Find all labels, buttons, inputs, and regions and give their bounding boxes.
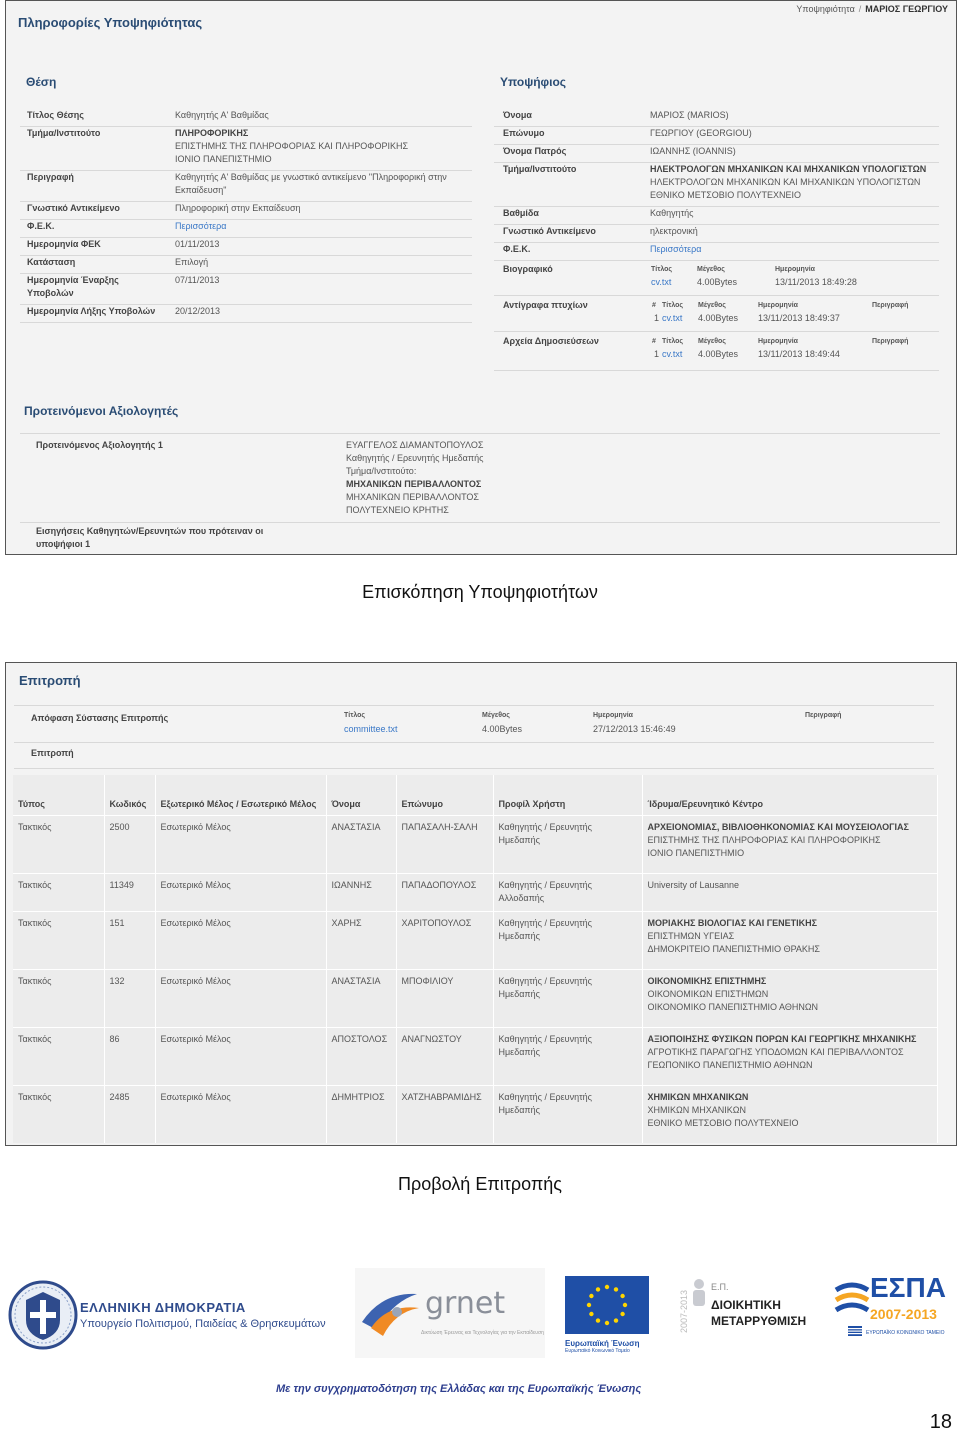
eu-star-icon <box>587 1303 591 1307</box>
eu-logo <box>565 1276 651 1356</box>
degrees-label: Αντίγραφα πτυχίων <box>503 300 588 310</box>
table-header-row <box>13 775 938 815</box>
detail-row <box>20 109 472 127</box>
institution-line: ΕΘΝΙΚΟ ΜΕΤΣΟΒΙΟ ΠΟΛΥΤΕΧΝΕΙΟ <box>647 1117 799 1128</box>
detail-row <box>494 109 939 127</box>
eu-star-icon <box>589 1312 593 1316</box>
detail-value <box>650 243 702 256</box>
detail-value-line: ΗΛΕΚΤΡΟΛΟΓΩΝ ΜΗΧΑΝΙΚΩΝ ΚΑΙ ΜΗΧΑΝΙΚΩΝ ΥΠΟΛΟΓΙΣΤΩΝ <box>650 177 921 187</box>
detail-row <box>20 202 472 220</box>
committee-file-link[interactable]: committee.txt <box>344 724 398 734</box>
institution-line: ΙΟΝΙΟ ΠΑΝΕΠΙΣΤΗΜΙΟ <box>647 847 745 858</box>
grnet-subtitle: Δικτύωση Έρευνας και Τεχνολογίας για την Εκπαίδευση <box>421 1330 544 1336</box>
eu-star-icon <box>589 1294 593 1298</box>
sponsor-logos <box>0 1260 960 1420</box>
table-row <box>13 873 938 911</box>
col-header: Μέγεθος <box>698 302 726 309</box>
cell-institution <box>642 1085 938 1143</box>
row-number: 1 <box>654 313 660 323</box>
detail-label: Γνωστικό Αντικείμενο <box>27 203 120 213</box>
committee-subheading: Επιτροπή <box>14 743 934 769</box>
recommendations-label <box>36 525 263 551</box>
eu-star-icon <box>620 1312 624 1316</box>
profile-line: Ημεδαπής <box>498 1046 540 1057</box>
profile-line: Ημεδαπής <box>498 930 540 941</box>
detail-value <box>175 256 208 269</box>
profile-line: Αλλοδαπής <box>498 892 545 903</box>
detail-row <box>20 238 472 256</box>
committee-table <box>13 775 938 1143</box>
institution-line: ΧΗΜΙΚΩΝ ΜΗΧΑΝΙΚΩΝ <box>647 1091 749 1102</box>
profile-line: Ημεδαπής <box>498 1104 540 1115</box>
cell-institution <box>642 873 938 911</box>
cell-code: 86 <box>104 1027 155 1085</box>
eu-star-icon <box>614 1287 618 1291</box>
grnet-name: grnet <box>425 1286 506 1321</box>
detail-value <box>650 127 752 140</box>
institution-line: ΟΙΚΟΝΟΜΙΚΟ ΠΑΝΕΠΙΣΤΗΜΙΟ ΑΘΗΝΩΝ <box>647 1001 819 1012</box>
cell-type: Τακτικός <box>13 911 104 969</box>
institution-line: ΕΠΙΣΤΗΜΩΝ ΥΓΕΙΑΣ <box>647 930 735 941</box>
profile-line: Καθηγητής / Ερευνητής <box>498 975 592 986</box>
more-link[interactable]: Περισσότερα <box>175 221 227 231</box>
col-header: Ημερομηνία <box>758 338 798 345</box>
col-header-institution[interactable]: Ίδρυμα/Ερευνητικό Κέντρο <box>642 775 938 815</box>
evaluator-line: Καθηγητής / Ερευνητής Ημεδαπής <box>346 453 484 463</box>
profile-line: Ημεδαπής <box>498 988 540 999</box>
cell-profile <box>493 969 642 1027</box>
detail-value-line: 07/11/2013 <box>175 275 220 285</box>
table-row <box>13 815 938 873</box>
divider <box>14 705 934 706</box>
col-header-last-name[interactable]: Επώνυμο <box>396 775 493 815</box>
detail-value <box>175 305 220 318</box>
file-size: 4.00Bytes <box>697 277 738 287</box>
detail-value-line: ΗΛΕΚΤΡΟΛΟΓΩΝ ΜΗΧΑΝΙΚΩΝ ΚΑΙ ΜΗΧΑΝΙΚΩΝ ΥΠΟΛΟΓΙΣΤΩΝ <box>650 164 927 174</box>
divider <box>20 433 940 434</box>
table-row <box>13 1085 938 1143</box>
publications-row <box>494 335 939 371</box>
institution-line: ΕΠΙΣΤΗΜΗΣ ΤΗΣ ΠΛΗΡΟΦΟΡΙΑΣ ΚΑΙ ΠΛΗΡΟΦΟΡΙΚΗΣ <box>647 834 881 845</box>
person-icon <box>689 1278 709 1308</box>
candidate-info-screenshot <box>5 0 957 555</box>
detail-value-line: 01/11/2013 <box>175 239 220 249</box>
position-heading: Θέση <box>26 75 57 89</box>
col-header: Τίτλος <box>662 338 684 345</box>
cv-file-link[interactable]: cv.txt <box>651 277 672 287</box>
profile-line: Καθηγητής / Ερευνητής <box>498 1033 592 1044</box>
col-header: Τίτλος <box>651 266 673 273</box>
file-date: 27/12/2013 15:46:49 <box>593 724 676 734</box>
detail-value-line: ΙΟΝΙΟ ΠΑΝΕΠΙΣΤΗΜΙΟ <box>175 154 272 164</box>
detail-value-line: 20/12/2013 <box>175 306 221 316</box>
cv-label: Βιογραφικό <box>503 264 553 274</box>
detail-value <box>650 225 698 238</box>
detail-label: Φ.Ε.Κ. <box>503 244 531 254</box>
table-row <box>13 911 938 969</box>
detail-value <box>175 171 447 197</box>
committee-title: Επιτροπή <box>19 673 81 688</box>
cell-type: Τακτικός <box>13 815 104 873</box>
cell-type: Τακτικός <box>13 969 104 1027</box>
eu-star-icon <box>620 1294 624 1298</box>
detail-value <box>175 127 408 166</box>
evaluator-line: ΜΗΧΑΝΙΚΩΝ ΠΕΡΙΒΑΛΛΟΝΤΟΣ <box>346 492 479 502</box>
evaluator-details <box>346 439 483 517</box>
publications-label: Αρχεία Δημοσιεύσεων <box>503 336 599 346</box>
detail-value <box>650 207 694 220</box>
detail-value-line: ΕΠΙΣΤΗΜΗΣ ΤΗΣ ΠΛΗΡΟΦΟΡΙΑΣ ΚΑΙ ΠΛΗΡΟΦΟΡΙΚΗΣ <box>175 141 409 151</box>
eu-star-icon <box>605 1321 609 1325</box>
detail-label: Κατάσταση <box>27 257 76 267</box>
divider <box>20 522 940 523</box>
detail-value-line: ΕΘΝΙΚΟ ΜΕΤΣΟΒΙΟ ΠΟΛΥΤΕΧΝΕΙΟ <box>650 190 801 200</box>
decision-row <box>14 707 934 743</box>
detail-value <box>175 238 219 251</box>
eu-star-icon <box>596 1318 600 1322</box>
institution-line: University of Lausanne <box>647 879 740 890</box>
caption-committee: Προβολή Επιτροπής <box>398 1174 562 1194</box>
detail-value <box>650 163 926 202</box>
more-link[interactable]: Περισσότερα <box>650 244 702 254</box>
publications-file-table <box>652 335 937 365</box>
admin-reform-line2: ΜΕΤΑΡΡΥΘΜΙΣΗ <box>711 1314 807 1328</box>
col-header: Περιγραφή <box>872 338 909 345</box>
cell-member: Εσωτερικό Μέλος <box>155 1027 326 1085</box>
funding-tagline: Με την συγχρηματοδότηση της Ελλάδας και της Ευρωπαϊκής Ένωσης <box>276 1383 642 1395</box>
recommendations-line: Εισηγήσεις Καθηγητών/Ερευνητών που πρότειναν οι <box>36 526 264 536</box>
admin-reform-prefix: Ε.Π. <box>711 1282 729 1292</box>
col-header-profile[interactable]: Προφίλ Χρήστη <box>493 775 642 815</box>
col-header: Ημερομηνία <box>775 266 815 273</box>
detail-label: Τμήμα/Ινστιτούτο <box>27 128 101 138</box>
cell-last-name: ΧΑΤΖΗΑΒΡΑΜΙΔΗΣ <box>396 1085 493 1143</box>
detail-label: Όνομα <box>503 110 532 120</box>
detail-row <box>494 163 939 207</box>
evaluator-line: ΕΥΑΓΓΕΛΟΣ ΔΙΑΜΑΝΤΟΠΟΥΛΟΣ <box>346 440 484 450</box>
eu-star-icon <box>614 1318 618 1322</box>
detail-label: Τίτλος Θέσης <box>27 110 84 120</box>
cell-last-name: ΜΠΟΦΙΛΙΟΥ <box>396 969 493 1027</box>
espa-name: ΕΣΠΑ <box>870 1272 946 1303</box>
col-header: Μέγεθος <box>698 338 726 345</box>
eu-name: Ευρωπαϊκή Ένωση <box>565 1339 640 1348</box>
cell-type: Τακτικός <box>13 1027 104 1085</box>
publication-file-link[interactable]: cv.txt <box>662 349 683 359</box>
detail-row <box>494 127 939 145</box>
detail-row <box>494 207 939 225</box>
institution-line: ΑΡΧΕΙΟΝΟΜΙΑΣ, ΒΙΒΛΙΟΘΗΚΟΝΟΜΙΑΣ ΚΑΙ ΜΟΥΣΕΙΟΛΟΓΙΑΣ <box>647 821 909 832</box>
detail-row <box>20 305 472 323</box>
institution-line: ΟΙΚΟΝΟΜΙΚΗΣ ΕΠΙΣΤΗΜΗΣ <box>647 975 767 986</box>
espa-subtitle: ΕΥΡΩΠΑΪΚΟ ΚΟΙΝΩΝΙΚΟ ΤΑΜΕΙΟ <box>866 1330 945 1336</box>
detail-label: Γνωστικό Αντικείμενο <box>503 226 596 236</box>
file-date: 13/11/2013 18:49:28 <box>775 277 857 287</box>
cell-member: Εσωτερικό Μέλος <box>155 969 326 1027</box>
cell-last-name: ΧΑΡΙΤΟΠΟΥΛΟΣ <box>396 911 493 969</box>
ministry-name: Υπουργείο Πολιτισμού, Παιδείας & Θρησκευμάτων <box>80 1318 326 1330</box>
cell-member: Εσωτερικό Μέλος <box>155 911 326 969</box>
profile-line: Καθηγητής / Ερευνητής <box>498 879 592 890</box>
cell-code: 151 <box>104 911 155 969</box>
detail-value <box>175 202 301 215</box>
detail-value-line: Καθηγητής Α' Βαθμίδας <box>175 110 269 120</box>
detail-value <box>175 274 219 287</box>
detail-label: Ημερομηνία Λήξης Υποβολών <box>27 306 156 316</box>
row-number: 1 <box>654 349 660 359</box>
col-header-member[interactable]: Εξωτερικό Μέλος / Εσωτερικό Μέλος <box>155 775 326 815</box>
cell-first-name: ΑΝΑΣΤΑΣΙΑ <box>326 815 396 873</box>
breadcrumb-item[interactable]: Υποψηφιότητα <box>796 4 855 14</box>
cell-code: 2500 <box>104 815 155 873</box>
page-title: Πληροφορίες Υποψηφιότητας <box>18 15 203 30</box>
col-header-code[interactable]: Κωδικός <box>104 775 155 815</box>
breadcrumb: Υποψηφιότητα / ΜΑΡΙΟΣ ΓΕΩΡΓΙΟΥ <box>796 4 948 14</box>
espa-logo <box>834 1272 944 1358</box>
cell-member: Εσωτερικό Μέλος <box>155 1085 326 1143</box>
detail-value-line: ΓΕΩΡΓΙΟΥ (GEORGIOU) <box>650 128 752 138</box>
cell-code: 132 <box>104 969 155 1027</box>
profile-line: Καθηγητής / Ερευνητής <box>498 1091 592 1102</box>
recommendations-line: υποψήφιοι 1 <box>36 539 91 549</box>
cell-profile <box>493 911 642 969</box>
greek-flag-icon <box>848 1326 862 1336</box>
institution-line: ΔΗΜΟΚΡΙΤΕΙΟ ΠΑΝΕΠΙΣΤΗΜΙΟ ΘΡΑΚΗΣ <box>647 943 820 954</box>
file-size: 4.00Bytes <box>698 349 739 359</box>
cell-profile <box>493 1085 642 1143</box>
cell-last-name: ΠΑΠΑΔΟΠΟΥΛΟΣ <box>396 873 493 911</box>
col-header-first-name[interactable]: Όνομα <box>326 775 396 815</box>
detail-label: Βαθμίδα <box>503 208 539 218</box>
degrees-file-table <box>652 299 937 329</box>
eu-star-icon <box>605 1285 609 1289</box>
cell-type: Τακτικός <box>13 1085 104 1143</box>
cell-code: 11349 <box>104 873 155 911</box>
cell-institution <box>642 969 938 1027</box>
evaluator-line: Τμήμα/Ινστιτούτο: <box>346 466 417 476</box>
espa-waves-icon <box>834 1280 870 1320</box>
detail-row <box>20 127 472 171</box>
file-date: 13/11/2013 18:49:44 <box>758 349 840 359</box>
evaluator-line: ΠΟΛΥΤΕΧΝΕΙΟ ΚΡΗΤΗΣ <box>346 505 449 515</box>
grnet-logo <box>355 1268 545 1358</box>
cell-institution <box>642 1027 938 1085</box>
institution-line: ΑΞΙΟΠΟΙΗΣΗΣ ΦΥΣΙΚΩΝ ΠΟΡΩΝ ΚΑΙ ΓΕΩΡΓΙΚΗΣ ΜΗΧΑΝΙΚΗΣ <box>647 1033 917 1044</box>
col-header: # <box>652 302 656 309</box>
admin-reform-line1: ΔΙΟΙΚΗΤΙΚΗ <box>711 1298 781 1312</box>
institution-line: ΑΓΡΟΤΙΚΗΣ ΠΑΡΑΓΩΓΗΣ ΥΠΟΔΟΜΩΝ ΚΑΙ ΠΕΡΙΒΑΛΛΟΝΤΟΣ <box>647 1046 904 1057</box>
col-header: Μέγεθος <box>697 266 725 273</box>
col-header: Ημερομηνία <box>758 302 798 309</box>
institution-line: ΜΟΡΙΑΚΗΣ ΒΙΟΛΟΓΙΑΣ ΚΑΙ ΓΕΝΕΤΙΚΗΣ <box>647 917 818 928</box>
degree-file-link[interactable]: cv.txt <box>662 313 683 323</box>
detail-value-line: ΠΛΗΡΟΦΟΡΙΚΗΣ <box>175 128 249 138</box>
cv-file-table <box>651 263 931 293</box>
detail-value <box>650 145 736 158</box>
institution-line: ΧΗΜΙΚΩΝ ΜΗΧΑΝΙΚΩΝ <box>647 1104 746 1115</box>
cell-first-name: ΔΗΜΗΤΡΙΟΣ <box>326 1085 396 1143</box>
degrees-row <box>494 299 939 332</box>
cell-institution <box>642 911 938 969</box>
file-size: 4.00Bytes <box>482 724 523 734</box>
col-header: # <box>652 338 656 345</box>
cell-member: Εσωτερικό Μέλος <box>155 873 326 911</box>
detail-label: Επώνυμο <box>503 128 545 138</box>
cell-member: Εσωτερικό Μέλος <box>155 815 326 873</box>
detail-value <box>650 109 729 122</box>
cell-institution <box>642 815 938 873</box>
detail-row <box>494 145 939 163</box>
greek-emblem-icon <box>8 1280 78 1350</box>
caption-overview: Επισκόπηση Υποψηφιοτήτων <box>362 582 598 602</box>
detail-value-line: Εκπαίδευση" <box>175 185 227 195</box>
detail-label: Τμήμα/Ινστιτούτο <box>503 164 577 174</box>
file-date: 13/11/2013 18:49:37 <box>758 313 840 323</box>
evaluators-heading: Προτεινόμενοι Αξιολογητές <box>24 404 179 418</box>
detail-label: Όνομα Πατρός <box>503 146 567 156</box>
col-header: Περιγραφή <box>805 712 842 719</box>
detail-value-line: ΜΑΡΙΟΣ (MARIOS) <box>650 110 729 120</box>
col-header: Τίτλος <box>344 712 366 719</box>
candidate-heading: Υποψήφιος <box>500 75 567 89</box>
col-header: Μέγεθος <box>482 712 510 719</box>
detail-value-line: ΙΩΑΝΝΗΣ (IOANNIS) <box>650 146 736 156</box>
greek-republic-logo <box>8 1280 348 1350</box>
col-header-type[interactable]: Τύπος <box>13 775 104 815</box>
eu-star-icon <box>596 1287 600 1291</box>
page-number: 18 <box>929 1411 952 1433</box>
detail-value-line: Καθηγητής <box>650 208 694 218</box>
detail-label: Ημερομηνία Έναρξης Υποβολών <box>27 275 119 298</box>
cell-code: 2485 <box>104 1085 155 1143</box>
col-header: Περιγραφή <box>872 302 909 309</box>
eu-flag-icon <box>565 1276 649 1334</box>
detail-row <box>20 171 472 202</box>
admin-reform-years: 2007-2013 <box>679 1290 689 1334</box>
evaluator-line: ΜΗΧΑΝΙΚΩΝ ΠΕΡΙΒΑΛΛΟΝΤΟΣ <box>346 479 482 489</box>
profile-line: Καθηγητής / Ερευνητής <box>498 821 592 832</box>
eu-star-icon <box>623 1303 627 1307</box>
detail-value <box>175 220 227 233</box>
detail-value-line: Καθηγητής Α' Βαθμίδας με γνωστικό αντικείμενο "Πληροφορική στην <box>175 172 447 182</box>
decision-label: Απόφαση Σύστασης Επιτροπής <box>31 713 169 723</box>
detail-label: Ημερομηνία ΦΕΚ <box>27 239 101 249</box>
cv-row <box>494 263 939 296</box>
breadcrumb-current: ΜΑΡΙΟΣ ΓΕΩΡΓΙΟΥ <box>865 4 948 14</box>
institution-line: ΓΕΩΠΟΝΙΚΟ ΠΑΝΕΠΙΣΤΗΜΙΟ ΑΘΗΝΩΝ <box>647 1059 813 1070</box>
detail-row <box>20 256 472 274</box>
detail-label: Φ.Ε.Κ. <box>27 221 55 231</box>
institution-line: ΟΙΚΟΝΟΜΙΚΩΝ ΕΠΙΣΤΗΜΩΝ <box>647 988 769 999</box>
detail-value-line: Πληροφορική στην Εκπαίδευση <box>175 203 301 213</box>
col-header: Τίτλος <box>662 302 684 309</box>
table-row <box>13 1027 938 1085</box>
detail-row <box>20 274 472 305</box>
detail-value <box>175 109 269 122</box>
espa-years: 2007-2013 <box>870 1306 937 1322</box>
detail-row <box>494 225 939 243</box>
evaluator-label: Προτεινόμενος Αξιολογητής 1 <box>36 440 163 450</box>
cell-profile <box>493 815 642 873</box>
committee-table-body <box>13 815 938 1143</box>
detail-row <box>494 243 939 261</box>
cell-first-name: ΑΠΟΣΤΟΛΟΣ <box>326 1027 396 1085</box>
detail-label: Περιγραφή <box>27 172 74 182</box>
committee-screenshot <box>5 662 957 1146</box>
cell-last-name: ΠΑΠΑΣΑΛΗ-ΣΑΛΗ <box>396 815 493 873</box>
detail-value-line: Επιλογή <box>175 257 209 267</box>
profile-line: Ημεδαπής <box>498 834 540 845</box>
admin-reform-logo <box>675 1276 815 1356</box>
cell-first-name: ΧΑΡΗΣ <box>326 911 396 969</box>
cell-profile <box>493 873 642 911</box>
cell-last-name: ΑΝΑΓΝΩΣΤΟΥ <box>396 1027 493 1085</box>
table-row <box>13 969 938 1027</box>
col-header: Ημερομηνία <box>593 712 633 719</box>
cell-first-name: ΙΩΑΝΝΗΣ <box>326 873 396 911</box>
eu-fund: Ευρωπαϊκό Κοινωνικό Ταμείο <box>565 1348 630 1354</box>
cell-first-name: ΑΝΑΣΤΑΣΙΑ <box>326 969 396 1027</box>
greek-republic-name: ΕΛΛΗΝΙΚΗ ΔΗΜΟΚΡΑΤΙΑ <box>80 1300 246 1315</box>
profile-line: Καθηγητής / Ερευνητής <box>498 917 592 928</box>
detail-row <box>20 220 472 238</box>
file-size: 4.00Bytes <box>698 313 739 323</box>
detail-value-line: ηλεκτρονική <box>650 226 698 236</box>
cell-type: Τακτικός <box>13 873 104 911</box>
grnet-swoosh-icon <box>357 1282 427 1342</box>
cell-profile <box>493 1027 642 1085</box>
